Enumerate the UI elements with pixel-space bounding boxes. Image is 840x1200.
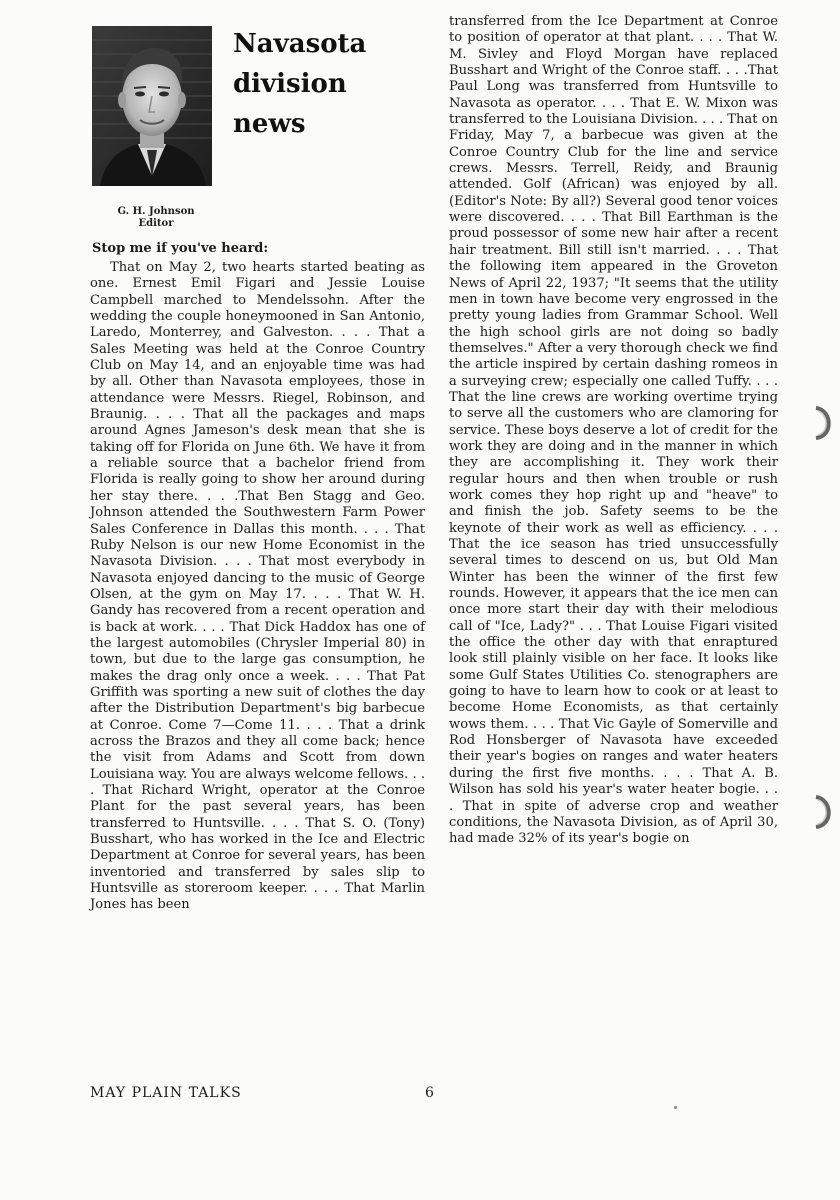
headline-line-2: division xyxy=(233,69,347,99)
publication-title: MAY PLAIN TALKS xyxy=(90,1085,242,1101)
editor-portrait xyxy=(92,26,212,186)
binder-ring-icon xyxy=(810,791,840,833)
editor-portrait-image xyxy=(92,26,212,186)
article-header xyxy=(90,22,425,240)
left-column-text-block xyxy=(90,260,425,914)
headline-line-3: news xyxy=(233,109,306,139)
page-number: 6 xyxy=(425,1085,434,1101)
portrait-caption xyxy=(92,206,220,230)
left-column-text: That on May 2, two hearts started beating as one. Ernest Emil Figari and Jessie Louise Campbell marched to Mendelssohn. After the wedding the couple honeymooned in San Antonio, Laredo, Monterrey, and Galveston. . . . That a Sales Meeting was held at the Conroe Country Club on May 14, and an enjoyable time was had by all. Other than Navasota employees, those in attendance were Messrs. Riegel, Robinson, and Braunig. . . . That all the packages and maps around Agnes Jameson's desk mean that she is taking off for Florida on June 6th. We have it from a reliable source that a bachelor friend from Florida is really going to show her around during her stay there. . . .That Ben Stagg and Geo. Johnson attended the Southwestern Farm Power Sales Conference in Dallas this month. . . . That Ruby Nelson is our new Home Economist in the Navasota Division. . . . That most everybody in Navasota enjoyed dancing to the music of George Olsen, at the gym on May 17. . . . That W. H. Gandy has recovered from a recent operation and is back at work. . . . That Dick Haddox has one of the largest automobiles (Chrysler Imperial 80) in town, but due to the large gas consumption, he makes the drag only once a week. . . . That Pat Griffith was sporting a new suit of clothes the day after the Distribution Department's big barbecue at Conroe. Come 7—Come 11. . . . That a drink across the Brazos and they all come back; hence the visit from Adams and Scott from down Louisiana way. You are always welcome fellows. . . . That Richard Wright, operator at the Conroe Plant for the past several years, has been transferred to Huntsville. . . . That S. O. (Tony) Busshart, who has worked in the Ice and Electric Department at Conroe for several years, has been inventoried and transferred by sales slip to Huntsville as storeroom keeper. . . . That Marlin Jones has been xyxy=(90,260,425,913)
caption-name: G. H. Johnson xyxy=(117,206,195,217)
paper-speck xyxy=(674,1106,677,1109)
right-column xyxy=(449,14,778,848)
left-column xyxy=(90,22,425,914)
binder-ring-icon xyxy=(810,402,840,444)
article-headline xyxy=(233,24,423,144)
right-column-text: transferred from the Ice Department at Conroe to position of operator at that plant. . . . That W. M. Sivley and Floyd Morgan have replaced Busshart and Wright of the Conroe staff. . . .That Paul Long was transferred from Huntsville to Navasota as operator. . . . That E. W. Mixon was transferred to the Louisiana Division. . . . That on Friday, May 7, a barbecue was given at the Conroe Country Club for the line and service crews. Messrs. Terrell, Reidy, and Braunig attended. Golf (African) was enjoyed by all. (Editor's Note: By all?) Several good tenor voices were discovered. . . . That Bill Earthman is the proud possessor of some new hair after a recent hair treatment. Bill still isn't married. . . . That the following item appeared in the Groveton News of April 22, 1937; "It seems that the utility men in town have become very engrossed in the pretty young ladies from Grammar School. Well the high school girls are not doing so badly themselves." After a very thorough check we find the article inspired by certain dashing romeos in a surveying crew; especially one called Tuffy. . . . That the line crews are working overtime trying to serve all the customers who are clamoring for service. These boys deserve a lot of credit for the work they are doing and in the manner in which they are accomplishing it. They work their regular hours and then when trouble or rush work comes they hop right up and "heave" to and finish the job. Safety seems to be the keynote of their work as well as efficiency. . . . That the ice season has tried unsuccessfully several times to descend on us, but Old Man Winter has been the winner of the first few rounds. However, it appears that the ice men can once more start their day with their melodious call of "Ice, Lady?" . . . That Louise Figari visited the office the other day with that enraptured look still plainly visible on her face. It looks like some Gulf States Utilities Co. stenographers are going to have to learn how to cook or at least to become Home Economists, as that certainly wows them. . . . That Vic Gayle of Somerville and Rod Honsberger of Navasota have exceeded their year's bogies on ranges and water heaters during the first five months. . . . That A. B. Wilson has sold his year's water heater bogie. . . . That in spite of adverse crop and weather conditions, the Navasota Division, as of April 30, had made 32% of its year's bogie on xyxy=(449,14,778,847)
headline-line-1: Navasota xyxy=(233,29,367,59)
article-subhead: Stop me if you've heard: xyxy=(92,241,269,256)
caption-role: Editor xyxy=(138,218,174,229)
